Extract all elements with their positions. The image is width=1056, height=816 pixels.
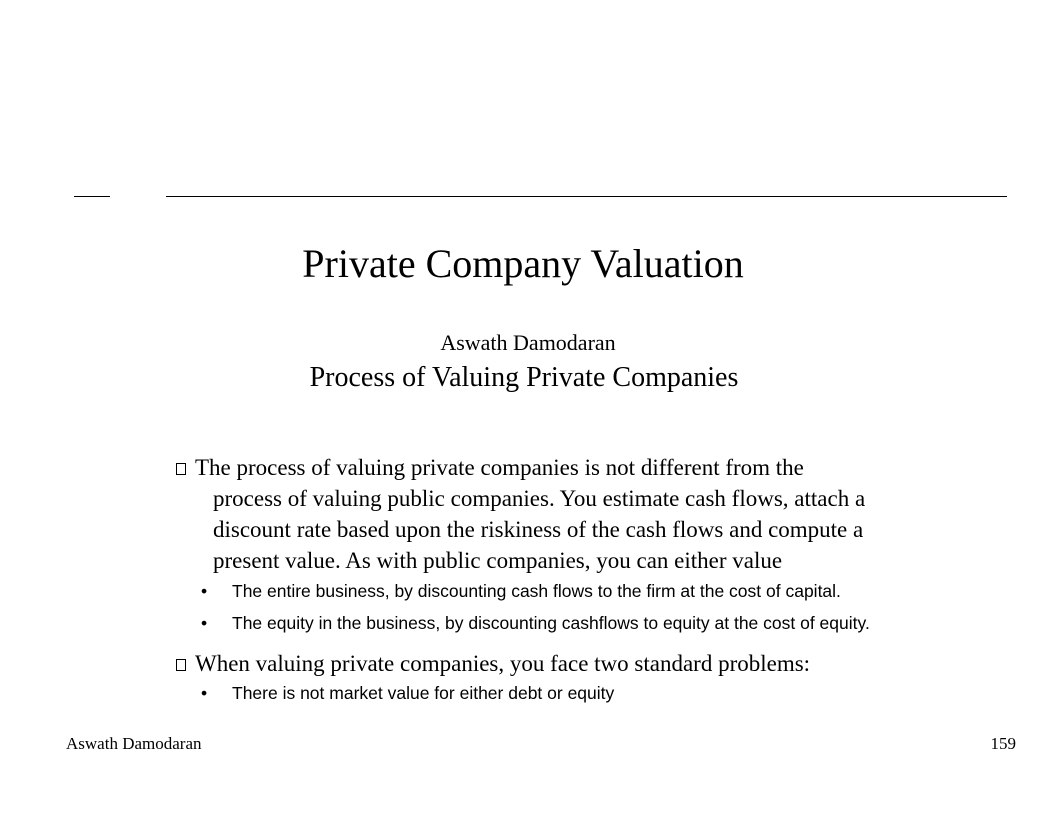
bullet-box-icon	[176, 659, 186, 671]
paragraph-problems	[176, 648, 810, 679]
paragraph-line: present value. As with public companies, you can either value	[213, 548, 783, 573]
sub-bullet-text: The equity in the business, by discounting cashflows to equity at the cost of equity.	[232, 613, 870, 633]
bullet-box-icon	[176, 463, 186, 475]
paragraph-line: When valuing private companies, you face two standard problems:	[195, 651, 811, 676]
page-number: 159	[990, 734, 1016, 753]
sub-bullet-text: There is not market value for either debt or equity	[232, 683, 615, 703]
header-rule-long	[166, 196, 1007, 197]
sub-bullet-market-value	[201, 682, 614, 704]
bullet-dot-icon: •	[201, 683, 208, 703]
paragraph-line: process of valuing public companies. You estimate cash flows, attach a	[213, 486, 866, 511]
slide-author: Aswath Damodaran	[440, 330, 616, 355]
slide-title: Private Company Valuation	[302, 241, 744, 286]
sub-bullet-text: The entire business, by discounting cash flows to the firm at the cost of capital.	[232, 581, 841, 601]
paragraph-process	[176, 452, 865, 576]
bullet-dot-icon: •	[201, 581, 208, 601]
paragraph-line: The process of valuing private companies is not different from the	[195, 455, 804, 480]
footer-author: Aswath Damodaran	[66, 734, 202, 753]
bullet-dot-icon: •	[201, 613, 208, 633]
header-rule-short	[74, 196, 110, 197]
sub-bullet-entire-business	[201, 580, 841, 602]
sub-bullet-equity	[201, 612, 870, 634]
slide-subtitle: Process of Valuing Private Companies	[309, 362, 739, 393]
paragraph-line: discount rate based upon the riskiness of the cash flows and compute a	[213, 517, 864, 542]
